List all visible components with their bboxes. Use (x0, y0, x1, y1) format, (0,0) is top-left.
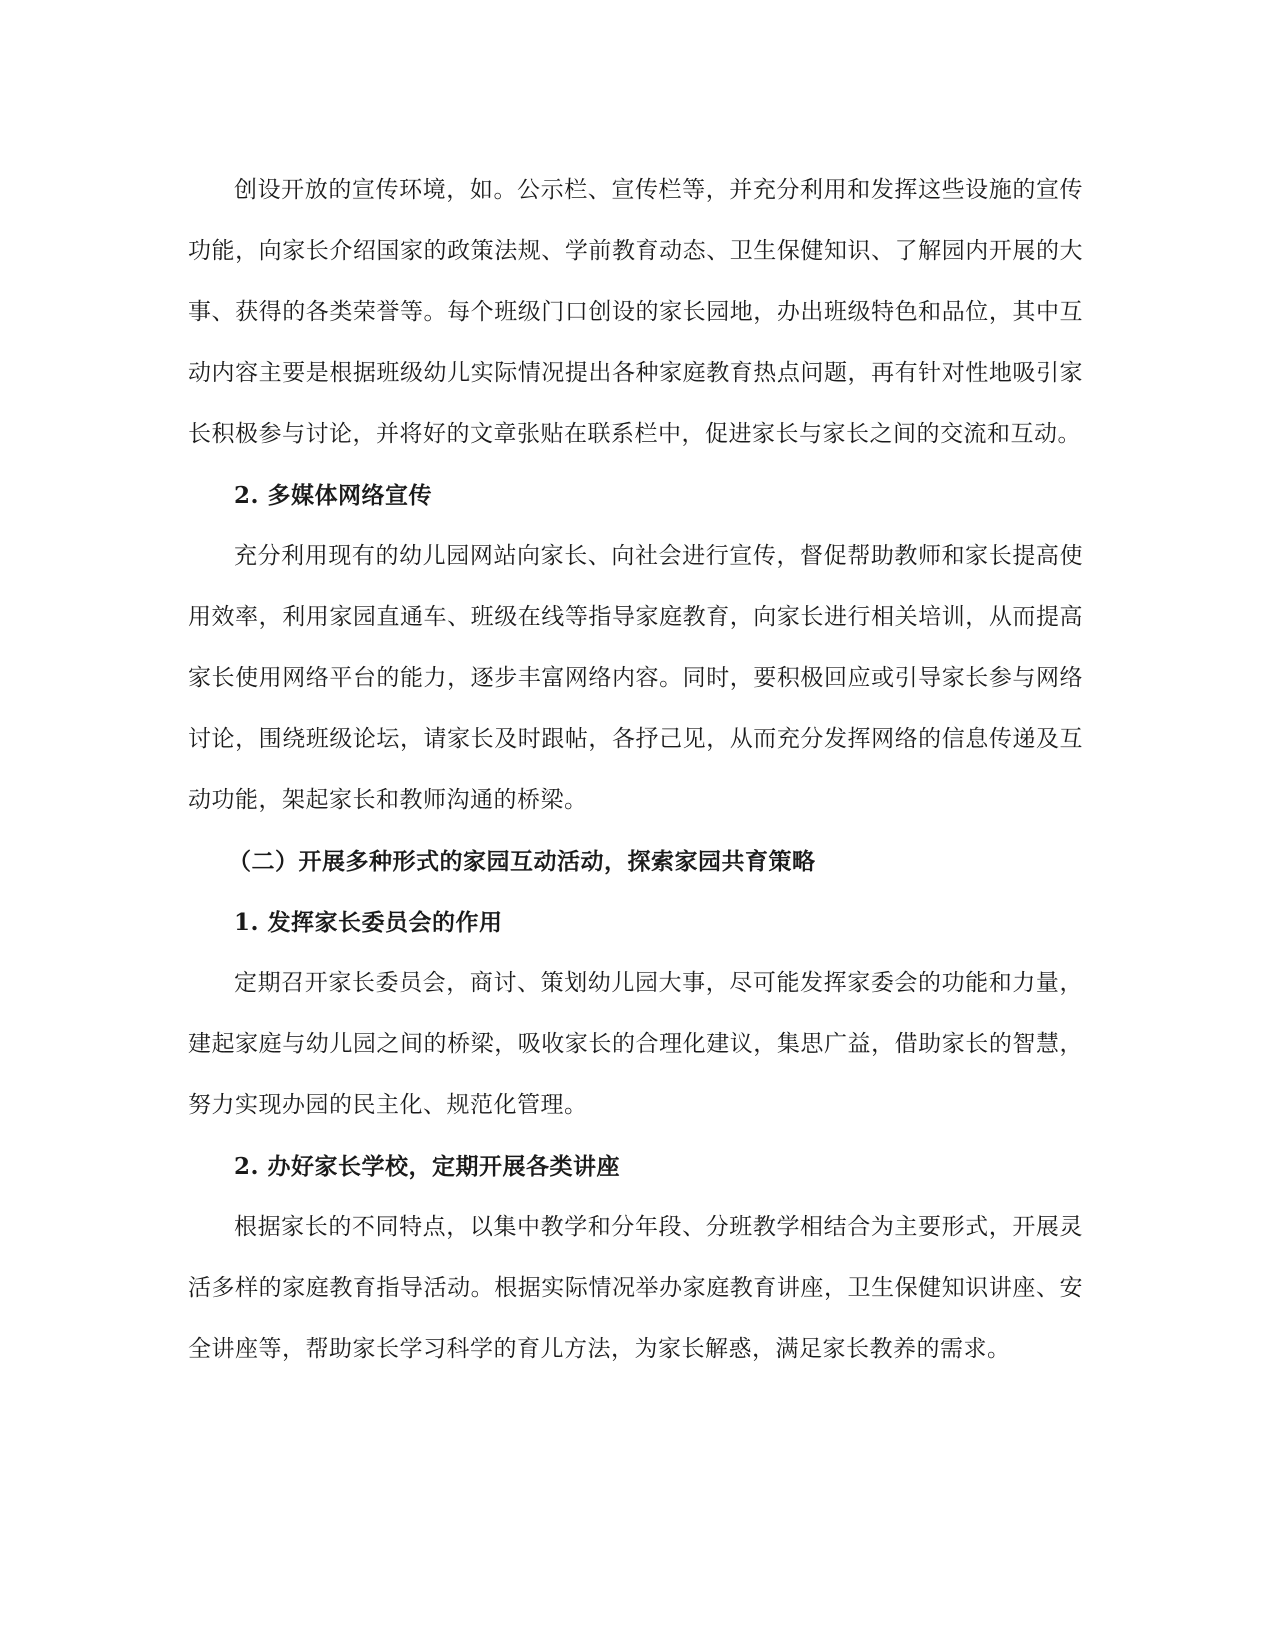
paragraph-parent-committee: 定期召开家长委员会，商讨、策划幼儿园大事，尽可能发挥家委会的功能和力量，建起家庭与幼儿园之间的桥梁，吸收家长的合理化建议，集思广益，借助家长的智慧，努力实现办园的民主化、规范化管理。 (188, 970, 1083, 1118)
heading-parent-school: 2. 办好家长学校，定期开展各类讲座 (234, 1153, 621, 1180)
paragraph-publicity-environment: 创设开放的宣传环境，如。公示栏、宣传栏等，并充分利用和发挥这些设施的宣传功能，向家长介绍国家的政策法规、学前教育动态、卫生保健知识、了解园内开展的大事、获得的各类荣誉等。每个班级门口创设的家长园地，办出班级特色和品位，其中互动内容主要是根据班级幼儿实际情况提出各种家庭教育热点问题，再有针对性地吸引家长积极参与讨论，并将好的文章张贴在联系栏中，促进家长与家长之间的交流和互动。 (188, 177, 1083, 447)
paragraph-parent-school: 根据家长的不同特点，以集中教学和分年段、分班教学相结合为主要形式，开展灵活多样的家庭教育指导活动。根据实际情况举办家庭教育讲座，卫生保健知识讲座、安全讲座等，帮助家长学习科学的育儿方法，为家长解惑，满足家长教养的需求。 (188, 1214, 1083, 1362)
heading-parent-committee: 1. 发挥家长委员会的作用 (234, 909, 503, 936)
paragraph-multimedia-network: 充分利用现有的幼儿园网站向家长、向社会进行宣传，督促帮助教师和家长提高使用效率，利用家园直通车、班级在线等指导家庭教育，向家长进行相关培训，从而提高家长使用网络平台的能力，逐步丰富网络内容。同时，要积极回应或引导家长参与网络讨论，围绕班级论坛，请家长及时跟帖，各抒己见，从而充分发挥网络的信息传递及互动功能，架起家长和教师沟通的桥梁。 (188, 543, 1083, 813)
heading-section-two: （二）开展多种形式的家园互动活动，探索家园共育策略 (228, 848, 816, 875)
heading-multimedia-network: 2. 多媒体网络宣传 (234, 482, 433, 509)
